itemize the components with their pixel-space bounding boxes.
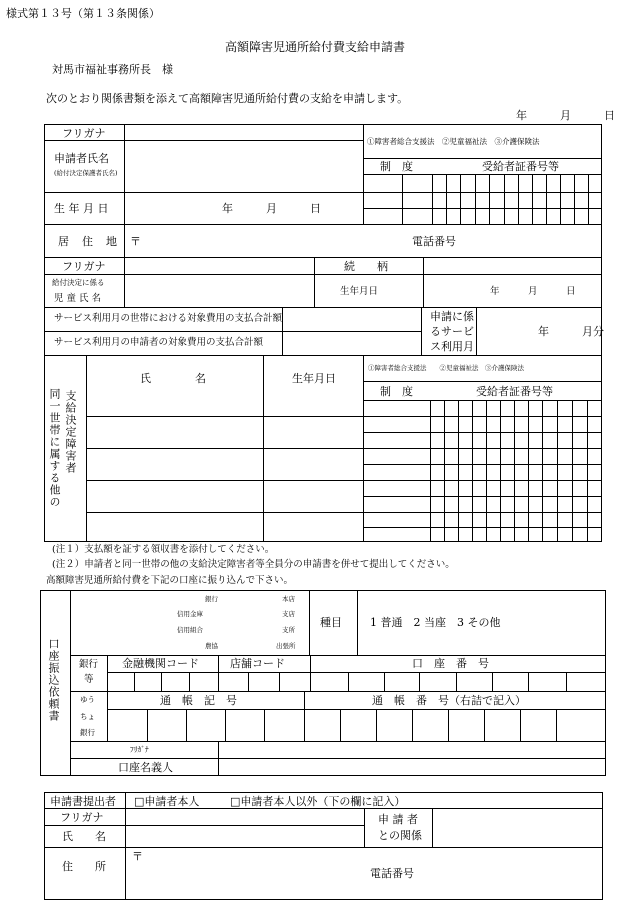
rule-line	[363, 124, 364, 224]
passbook-number-label: 通 帳 番 号（右詰で記入）	[372, 694, 526, 707]
rule-line	[186, 709, 187, 741]
note-1: (注１）支払額を証する領収書を添付してください。	[52, 544, 275, 555]
rule-line	[572, 400, 573, 542]
rule-line	[486, 400, 487, 542]
birthdate-field[interactable]: 年 月 日	[222, 202, 321, 215]
rule-line	[348, 672, 349, 691]
yucho-label-1: ゆう	[80, 695, 95, 704]
rule-line	[309, 590, 310, 655]
rule-line	[446, 174, 447, 224]
bank-row-label-1: 銀行	[79, 659, 99, 670]
transfer-lead: 高額障害児通所給付費を下記の口座に振り込んで下さい。	[46, 575, 294, 586]
rule-line	[472, 400, 473, 542]
rule-line	[542, 400, 543, 542]
rule-line	[310, 655, 311, 691]
child-label-line1: 給付決定に係る	[52, 278, 105, 287]
submitter-name-label: 氏 名	[62, 830, 106, 843]
rule-line	[528, 400, 529, 542]
rule-line	[520, 709, 521, 741]
rule-line	[430, 400, 431, 542]
submitter-self-checkbox[interactable]: □申請者本人	[134, 795, 200, 808]
applicant-cost-label: サービス利用月の申請者の対象費用の支払合計額	[54, 337, 264, 348]
account-kind-label: 種目	[320, 616, 342, 629]
submitter-furigana-label: フリガナ	[60, 811, 104, 824]
bank-type-2: 信用金庫	[177, 610, 203, 618]
rule-line	[363, 496, 602, 497]
rule-line	[432, 174, 433, 224]
bank-type-3: 信用組合	[177, 626, 203, 634]
system-label: 制 度	[380, 160, 413, 173]
relation-label: 続 柄	[344, 260, 388, 273]
submitter-other-checkbox[interactable]: □申請者本人以外（下の欄に記入）	[230, 795, 406, 808]
rule-line	[364, 808, 365, 847]
account-number-label: 口 座 番 号	[412, 657, 489, 670]
submitter-phone-label: 電話番号	[370, 867, 414, 880]
rule-line	[363, 158, 602, 159]
rule-line	[475, 174, 476, 224]
certificate-number-label: 受給者証番号等	[482, 160, 559, 173]
page-title: 高額障害児通所給付費支給申請書	[224, 40, 405, 54]
bank-row-label-2: 等	[84, 674, 94, 685]
application-date[interactable]: 年 月 日	[516, 109, 615, 122]
rule-line	[44, 355, 602, 356]
rule-line	[376, 709, 377, 741]
rule-line	[44, 140, 363, 141]
rule-line	[147, 709, 148, 741]
rule-line	[363, 464, 602, 465]
service-month-label-3: ス利用月	[430, 340, 474, 353]
rule-line	[363, 400, 602, 401]
rule-line	[419, 672, 420, 691]
rule-line	[423, 257, 424, 307]
submitter-label: 申請書提出者	[50, 795, 116, 808]
rule-line	[460, 174, 461, 224]
law-options: ①障害者総合支援法 ②児童福祉法 ③介護保険法	[367, 137, 540, 146]
household-birth-header: 生年月日	[292, 372, 336, 385]
branch-code-label: 店舗コード	[230, 657, 285, 670]
rule-line	[557, 400, 558, 542]
rule-line	[282, 307, 283, 355]
child-birth-label: 生年月日	[340, 286, 379, 297]
yucho-label-3: 銀行	[80, 728, 95, 737]
rule-line	[587, 400, 588, 542]
address-label: 居 住 地	[58, 235, 118, 248]
branch-type-4: 出張所	[276, 642, 296, 650]
rule-line	[484, 709, 485, 741]
postal-mark: 〒	[130, 235, 141, 248]
birthdate-label: 生 年 月 日	[54, 202, 109, 215]
account-holder-label: 口座名義人	[118, 761, 173, 774]
household-cert-label: 受給者証番号等	[476, 385, 553, 398]
child-furigana-label: フリガナ	[62, 260, 106, 273]
rule-line	[363, 208, 602, 209]
household-side-label-2: 支給決定障害者	[64, 390, 77, 474]
rule-line	[279, 672, 280, 691]
rule-line	[363, 432, 602, 433]
household-side-label-1: 同一世帯に属する他の	[48, 388, 61, 508]
rule-line	[218, 741, 219, 776]
lead-text: 次のとおり関係書類を添えて高額障害児通所給付費の支給を申請します。	[46, 92, 409, 105]
rule-line	[70, 691, 606, 692]
applicant-name-field[interactable]	[128, 144, 358, 188]
rule-line	[44, 307, 602, 308]
rule-line	[86, 448, 602, 449]
rule-line	[189, 672, 190, 691]
household-law-options: ①障害者総合支援法 ②児童福祉法 ③介護保険法	[368, 364, 524, 372]
rule-line	[107, 672, 606, 673]
guardian-name-note: (給付決定保護者氏名)	[54, 169, 118, 177]
form-number: 様式第１３号（第１３条関係）	[6, 7, 160, 20]
furigana-label: フリガナ	[62, 127, 106, 140]
rule-line	[86, 480, 602, 481]
rule-line	[363, 527, 602, 528]
applicant-name-label: 申請者氏名	[54, 152, 109, 165]
rule-line	[86, 416, 602, 417]
rule-line	[448, 709, 449, 741]
rule-line	[500, 400, 501, 542]
rule-line	[44, 808, 603, 809]
rule-line	[125, 792, 126, 900]
child-label-line2: 児 童 氏 名	[54, 293, 102, 304]
rule-line	[528, 672, 529, 691]
rule-line	[556, 709, 557, 741]
relation-to-applicant-label-1: 申 請 者	[378, 813, 418, 826]
rule-line	[314, 257, 315, 307]
rule-line	[107, 709, 606, 710]
branch-type-3: 支所	[282, 626, 295, 634]
relation-to-applicant-label-2: との関係	[378, 829, 422, 842]
bank-type-4: 農協	[205, 642, 218, 650]
service-month-label-2: るサービ	[430, 325, 474, 338]
rule-line	[70, 590, 71, 776]
rule-line	[107, 655, 108, 741]
rule-line	[458, 400, 459, 542]
rule-line	[421, 307, 422, 355]
service-month-field[interactable]: 年 月分	[538, 325, 604, 338]
institution-code-label: 金融機関コード	[122, 657, 199, 670]
rule-line	[574, 174, 575, 224]
account-kind-options[interactable]: 1 普通 2 当座 3 その他	[370, 616, 501, 629]
rule-line	[44, 257, 602, 258]
household-system-label: 制 度	[380, 385, 413, 398]
rule-line	[304, 691, 305, 741]
rule-line	[86, 512, 602, 513]
submitter-postal-mark: 〒	[132, 850, 143, 863]
rule-line	[70, 655, 606, 656]
rule-line	[514, 400, 515, 542]
rule-line	[124, 124, 125, 274]
phone-label: 電話番号	[412, 235, 456, 248]
rule-line	[489, 174, 490, 224]
passbook-mark-label: 通 帳 記 号	[160, 694, 237, 707]
rule-line	[44, 274, 602, 275]
rule-line	[456, 672, 457, 691]
rule-line	[588, 174, 589, 224]
household-cost-label: サービス利用月の世帯における対象費用の支払合計額	[54, 313, 283, 324]
rule-line	[492, 672, 493, 691]
branch-type-1: 本店	[282, 595, 295, 603]
rule-line	[518, 174, 519, 224]
holder-furigana-label: ﾌﾘｶﾞﾅ	[130, 745, 149, 754]
child-birth-field[interactable]: 年 月 日	[490, 286, 576, 297]
rule-line	[44, 847, 603, 848]
rule-line	[402, 174, 403, 224]
rule-line	[124, 257, 125, 307]
rule-line	[546, 174, 547, 224]
bank-type-1: 銀行	[205, 595, 218, 603]
rule-line	[412, 709, 413, 741]
rule-line	[340, 709, 341, 741]
branch-type-2: 支店	[282, 610, 295, 618]
rule-line	[504, 174, 505, 224]
rule-line	[134, 672, 135, 691]
addressee: 対馬市福祉事務所長 様	[52, 63, 173, 76]
rule-line	[44, 224, 602, 225]
rule-line	[476, 307, 477, 355]
rule-line	[566, 672, 567, 691]
note-2: (注２）申請者と同一世帯の他の支給決定障害者等全員分の申請書を併せて提出してください。	[52, 559, 455, 570]
rule-line	[225, 709, 226, 741]
rule-line	[444, 400, 445, 542]
rule-line	[218, 655, 219, 691]
submitter-address-label: 住 所	[62, 860, 106, 873]
rule-line	[161, 672, 162, 691]
household-name-header: 氏 名	[140, 372, 206, 385]
rule-line	[432, 808, 433, 847]
rule-line	[560, 174, 561, 224]
rule-line	[44, 331, 421, 332]
rule-line	[44, 825, 364, 826]
rule-line	[264, 709, 265, 741]
rule-line	[532, 174, 533, 224]
rule-line	[363, 174, 602, 175]
yucho-label-2: ちょ	[80, 712, 95, 721]
rule-line	[70, 758, 606, 759]
rule-line	[384, 672, 385, 691]
rule-line	[248, 672, 249, 691]
rule-line	[363, 381, 602, 382]
bank-side-label: 口座振込依頼書	[47, 638, 60, 722]
rule-line	[357, 590, 358, 655]
service-month-label-1: 申請に係	[430, 310, 474, 323]
rule-line	[70, 741, 606, 742]
